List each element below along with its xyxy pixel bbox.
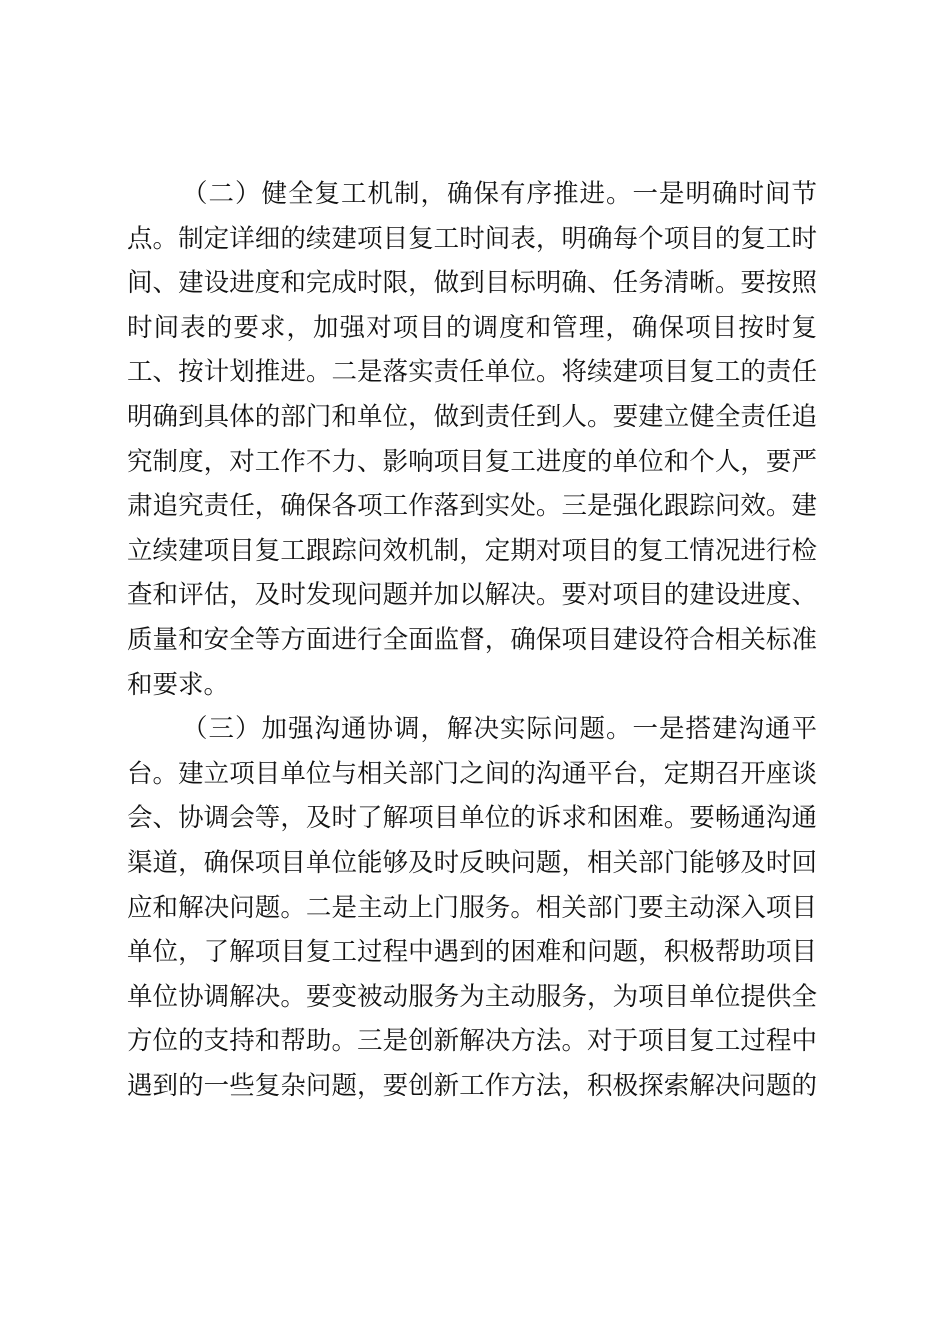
paragraph-line: 会、协调会等，及时了解项目单位的诉求和困难。要畅通沟通 bbox=[127, 803, 817, 834]
paragraph-line: 单位，了解项目复工过程中遇到的困难和问题，积极帮助项目 bbox=[127, 937, 817, 968]
paragraph-line: （三）加强沟通协调，解决实际问题。一是搭建沟通平 bbox=[182, 714, 817, 745]
paragraph-line: 单位协调解决。要变被动服务为主动服务，为项目单位提供全 bbox=[127, 981, 817, 1012]
paragraph-line: 工、按计划推进。二是落实责任单位。将续建项目复工的责任 bbox=[127, 357, 817, 388]
paragraph-line: 应和解决问题。二是主动上门服务。相关部门要主动深入项目 bbox=[127, 892, 817, 923]
paragraph-line: 台。建立项目单位与相关部门之间的沟通平台，定期召开座谈 bbox=[127, 758, 817, 789]
paragraph-line: 究制度，对工作不力、影响项目复工进度的单位和个人，要严 bbox=[127, 446, 817, 477]
paragraph-line: 方位的支持和帮助。三是创新解决方法。对于项目复工过程中 bbox=[127, 1026, 817, 1057]
paragraph-line: 渠道，确保项目单位能够及时反映问题，相关部门能够及时回 bbox=[127, 847, 817, 878]
paragraph-line: 查和评估，及时发现问题并加以解决。要对项目的建设进度、 bbox=[127, 580, 817, 611]
paragraph-line: 立续建项目复工跟踪问效机制，定期对项目的复工情况进行检 bbox=[127, 535, 817, 566]
body-text bbox=[127, 172, 817, 1108]
paragraph-line: 时间表的要求，加强对项目的调度和管理，确保项目按时复 bbox=[127, 312, 817, 343]
paragraph-line: （二）健全复工机制，确保有序推进。一是明确时间节 bbox=[182, 179, 817, 209]
paragraph-line: 明确到具体的部门和单位，做到责任到人。要建立健全责任追 bbox=[127, 401, 817, 432]
paragraph-line: 间、建设进度和完成时限，做到目标明确、任务清晰。要按照 bbox=[127, 268, 817, 299]
paragraph-line: 点。制定详细的续建项目复工时间表，明确每个项目的复工时 bbox=[127, 223, 817, 254]
paragraph-line: 肃追究责任，确保各项工作落到实处。三是强化跟踪问效。建 bbox=[127, 491, 817, 522]
paragraph-line: 质量和安全等方面进行全面监督，确保项目建设符合相关标准 bbox=[127, 624, 817, 655]
paragraph-line: 遇到的一些复杂问题，要创新工作方法，积极探索解决问题的 bbox=[127, 1070, 817, 1101]
paragraph-line: 和要求。 bbox=[127, 669, 230, 700]
